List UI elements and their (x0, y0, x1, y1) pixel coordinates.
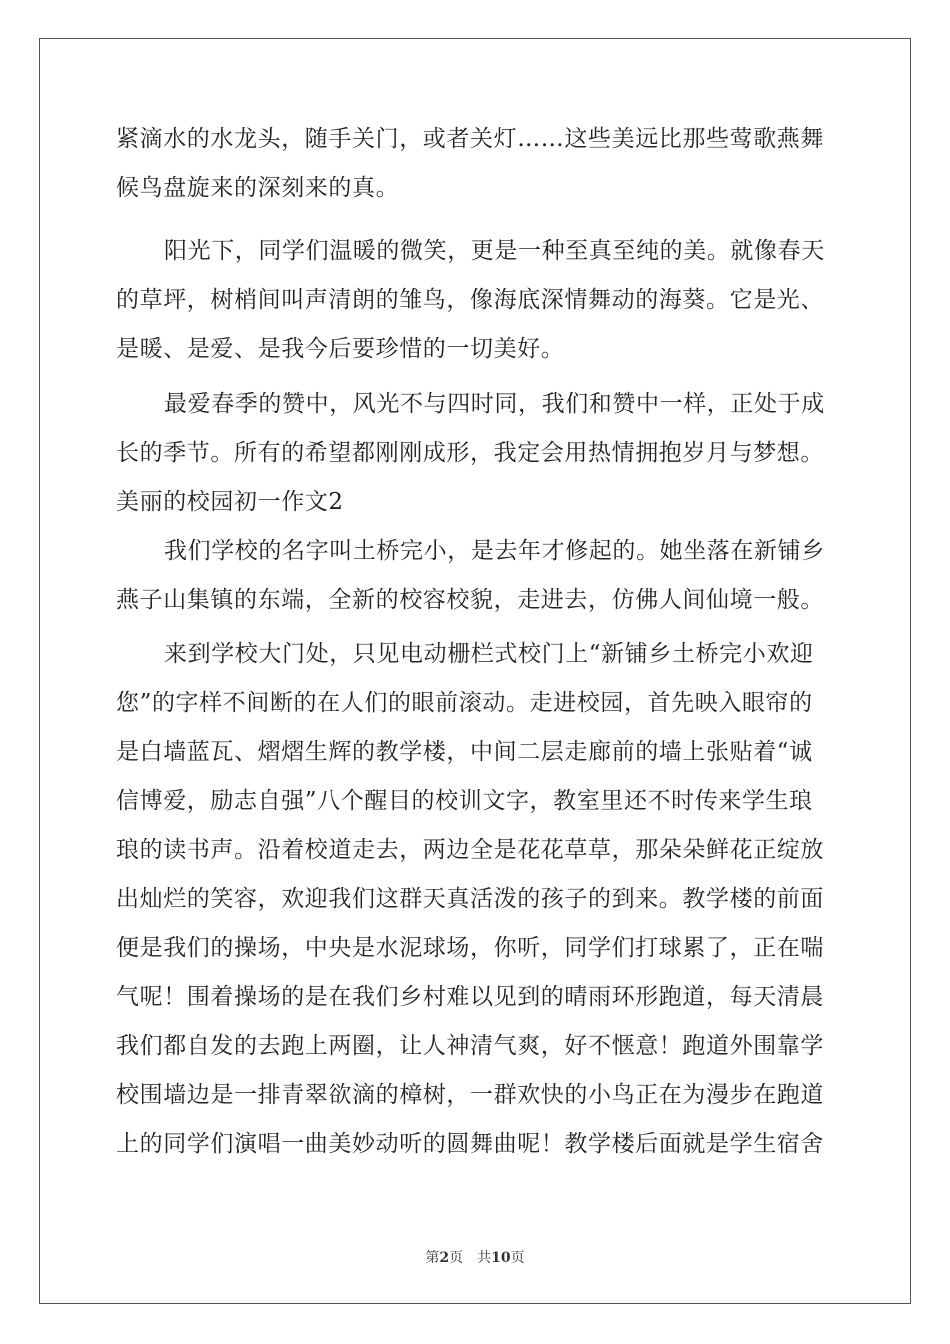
text-line: 来到学校大门处，只见电动栅栏式校门上“新铺乡土桥完小欢迎 (164, 641, 814, 667)
footer-mid: 页 共 (449, 1250, 492, 1266)
text-line: 是暖、是爱、是我今后要珍惜的一切美好。 (116, 336, 565, 362)
text-line: 燕子山集镇的东端，全新的校容校貌，走进去，仿佛人间仙境一般。 (116, 587, 824, 613)
text-line: 最爱春季的赞中，风光不与四时同，我们和赞中一样，正处于成 (164, 391, 825, 417)
page-footer (0, 1247, 950, 1267)
page-border (39, 38, 911, 1304)
footer-prefix: 第 (425, 1250, 440, 1266)
text-line: 我们都自发的去跑上两圈，让人神清气爽，好不惬意！跑道外围靠学 (116, 1033, 824, 1059)
text-line: 校围墙边是一排青翠欲滴的樟树，一群欢快的小鸟正在为漫步在跑道 (116, 1082, 824, 1108)
text-line: 信博爱，励志自强”八个醒目的校训文字，教室里还不时传来学生琅 (116, 788, 813, 814)
text-line: 是白墙蓝瓦、熠熠生辉的教学楼，中间二层走廊前的墙上张贴着“诚 (116, 739, 813, 765)
text-line: 候鸟盘旋来的深刻来的真。 (116, 175, 400, 201)
text-line: 气呢！围着操场的是在我们乡村难以见到的晴雨环形跑道，每天清晨 (116, 984, 824, 1010)
text-line: 上的同学们演唱一曲美妙动听的圆舞曲呢！教学楼后面就是学生宿舍 (116, 1131, 824, 1157)
footer-total-pages: 10 (491, 1250, 511, 1266)
text-line: 长的季节。所有的希望都刚刚成形，我定会用热情拥抱岁月与梦想。 (116, 440, 824, 466)
text-line: 我们学校的名字叫土桥完小，是去年才修起的。她坐落在新铺乡 (164, 538, 825, 564)
text-line: 阳光下，同学们温暖的微笑，更是一种至真至纯的美。就像春天 (164, 238, 825, 264)
section-title: 美丽的校园初一作文2 (116, 489, 344, 515)
text-line: 便是我们的操场，中央是水泥球场，你听，同学们打球累了，正在喘 (116, 935, 824, 961)
text-line: 您”的字样不间断的在人们的眼前滚动。走进校园，首先映入眼帘的 (116, 690, 813, 716)
text-line: 的草坪，树梢间叫声清朗的雏鸟，像海底深情舞动的海葵。它是光、 (116, 287, 824, 313)
text-line: 紧滴水的水龙头，随手关门，或者关灯……这些美远比那些莺歌燕舞 (116, 126, 824, 152)
text-line: 出灿烂的笑容，欢迎我们这群天真活泼的孩子的到来。教学楼的前面 (116, 886, 824, 912)
footer-page-number: 2 (439, 1250, 450, 1266)
footer-suffix: 页 (510, 1250, 525, 1266)
text-line: 琅的读书声。沿着校道走去，两边全是花花草草，那朵朵鲜花正绽放 (116, 837, 824, 863)
